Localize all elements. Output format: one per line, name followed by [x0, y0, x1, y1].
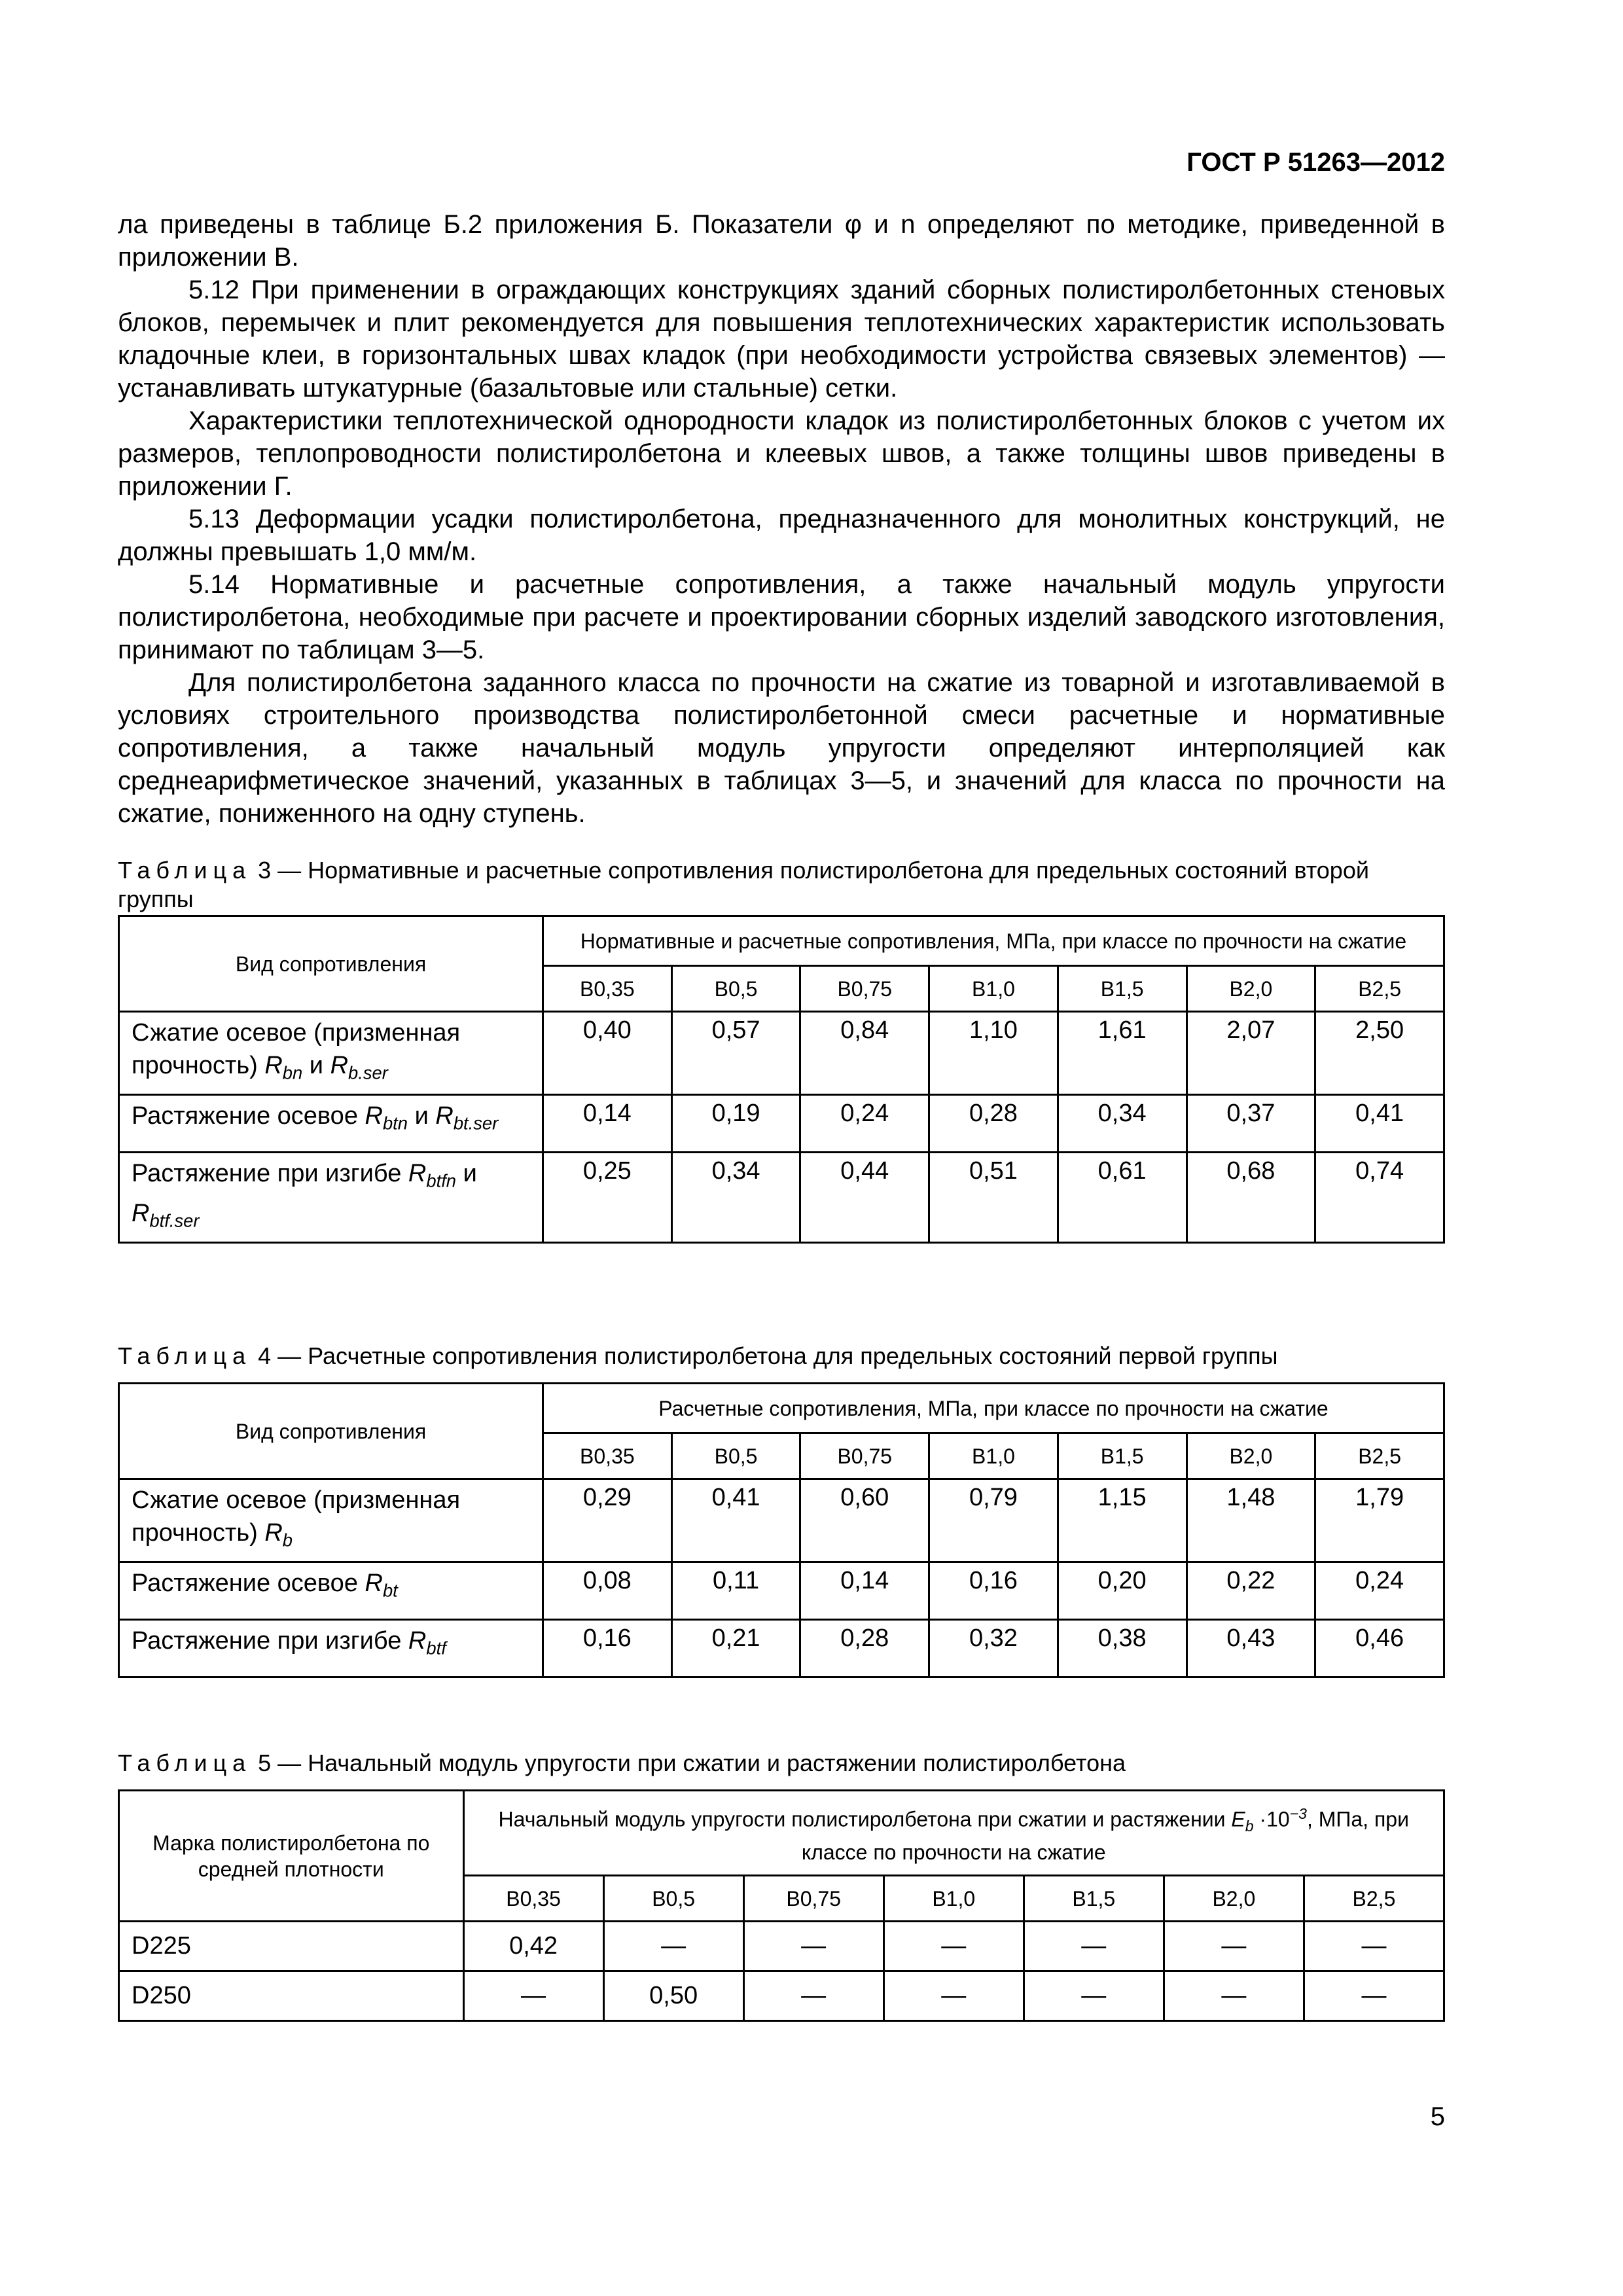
- table-5-caption: [118, 1749, 1445, 1778]
- table-row: [119, 1971, 1444, 2021]
- row-label: [119, 1619, 543, 1677]
- class-header: В0,35: [543, 966, 672, 1012]
- column-header-resistance-type: Вид сопротивления: [119, 1384, 543, 1479]
- table-cell: 0,61: [1058, 1152, 1186, 1242]
- table-cell: 0,20: [1058, 1562, 1186, 1619]
- table-cell: 0,43: [1186, 1619, 1315, 1677]
- body-text: [118, 208, 1445, 830]
- table-cell: 0,50: [603, 1971, 743, 2021]
- table-cell: 2,07: [1186, 1012, 1315, 1095]
- class-header: В0,75: [743, 1876, 883, 1922]
- label-symbol: R: [264, 1519, 283, 1547]
- table-cell: 0,68: [1186, 1152, 1315, 1242]
- table-3: [118, 915, 1445, 1244]
- class-header: В1,5: [1058, 1433, 1186, 1479]
- label-text: Сжатие осевое (призменная прочность): [132, 1019, 461, 1079]
- class-header: В0,35: [543, 1433, 672, 1479]
- label-text: , МПа, при классе по прочности на сжатие: [801, 1807, 1409, 1865]
- class-header: В2,5: [1315, 1433, 1444, 1479]
- table-cell: 0,22: [1186, 1562, 1315, 1619]
- body-paragraph: Характеристики теплотехнической однородности кладок из полистиролбетонных блоков с учетом их размеров, теплопроводности полистиролбетона и клеевых швов, а также толщины швов приведены в приложении Г.: [118, 406, 1445, 501]
- table-cell: 0,29: [543, 1479, 672, 1562]
- table-cell: —: [463, 1971, 603, 2021]
- label-symbol: bt: [382, 1580, 398, 1601]
- class-header: В0,5: [671, 1433, 800, 1479]
- table-cell: 0,28: [800, 1619, 929, 1677]
- table-cell: 0,32: [929, 1619, 1058, 1677]
- table-cell: 0,25: [543, 1152, 672, 1242]
- table-row: [119, 1012, 1444, 1095]
- table-cell: 0,41: [671, 1479, 800, 1562]
- label-symbol: btf.ser: [149, 1210, 200, 1231]
- table-cell: 1,10: [929, 1012, 1058, 1095]
- label-text: Растяжение при изгибе: [132, 1159, 408, 1187]
- table-cell: 0,24: [800, 1094, 929, 1152]
- label-symbol: bt.ser: [453, 1113, 499, 1134]
- body-paragraph: Для полистиролбетона заданного класса по прочности на сжатие из товарной и изготавливаемой в условиях строительного производства полистиролбетонной смеси расчетные и нормативные сопротивления, а также начальный модуль упругости определяют интерполяцией как среднеарифметическое значений, указанных в таблицах 3—5, и значений для класса по прочности на сжатие, пониженного на одну ступень.: [118, 668, 1445, 828]
- table-cell: 0,14: [543, 1094, 672, 1152]
- class-header: В2,0: [1164, 1876, 1304, 1922]
- label-text: ·10: [1253, 1807, 1290, 1831]
- table-3-caption-text: 3 — Нормативные и расчетные сопротивления полистиролбетона для предельных состояний второй группы: [118, 857, 1369, 912]
- class-header: В1,5: [1058, 966, 1186, 1012]
- class-header: В0,35: [463, 1876, 603, 1922]
- label-symbol: R: [365, 1569, 383, 1597]
- table-cell: —: [603, 1922, 743, 1971]
- table-5: [118, 1789, 1445, 2022]
- label-symbol: R: [264, 1052, 283, 1079]
- table-4-caption-text: 4 — Расчетные сопротивления полистиролбетона для предельных состояний первой группы: [251, 1342, 1278, 1369]
- table-row: [119, 1922, 1444, 1971]
- class-header: В0,5: [671, 966, 800, 1012]
- table-cell: —: [883, 1922, 1024, 1971]
- class-header: В0,75: [800, 1433, 929, 1479]
- table-cell: 1,48: [1186, 1479, 1315, 1562]
- class-header: В1,0: [883, 1876, 1024, 1922]
- row-label: [119, 1094, 543, 1152]
- table-row: [119, 1479, 1444, 1562]
- label-symbol: b: [282, 1530, 293, 1551]
- class-header: В1,0: [929, 966, 1058, 1012]
- table-cell: 0,16: [543, 1619, 672, 1677]
- table-cell: 0,14: [800, 1562, 929, 1619]
- table-cell: —: [883, 1971, 1024, 2021]
- column-group-header: [463, 1791, 1444, 1876]
- table-cell: 1,79: [1315, 1479, 1444, 1562]
- table-cell: 0,41: [1315, 1094, 1444, 1152]
- table-cell: 0,44: [800, 1152, 929, 1242]
- row-label: D250: [119, 1971, 464, 2021]
- label-symbol: R: [435, 1102, 454, 1130]
- table-row: [119, 1619, 1444, 1677]
- body-paragraph: 5.14 Нормативные и расчетные сопротивления, а также начальный модуль упругости полистиролбетона, необходимые при расчете и проектировании сборных изделий заводского изготовления, принимают по таблицам 3—5.: [118, 570, 1445, 664]
- table-4-caption: [118, 1342, 1445, 1371]
- label-text: Растяжение осевое: [132, 1102, 365, 1130]
- table-cell: 0,38: [1058, 1619, 1186, 1677]
- table-cell: 1,61: [1058, 1012, 1186, 1095]
- table-cell: 0,28: [929, 1094, 1058, 1152]
- table-cell: 0,16: [929, 1562, 1058, 1619]
- table-cell: 0,60: [800, 1479, 929, 1562]
- class-header: В0,75: [800, 966, 929, 1012]
- table-cell: —: [1164, 1922, 1304, 1971]
- table-row: [119, 1562, 1444, 1619]
- table-header-row: [119, 1384, 1444, 1433]
- row-label: [119, 1562, 543, 1619]
- table-cell: 0,74: [1315, 1152, 1444, 1242]
- table-cell: 0,19: [671, 1094, 800, 1152]
- label-text: Сжатие осевое (призменная прочность): [132, 1486, 461, 1547]
- table-cell: 0,42: [463, 1922, 603, 1971]
- row-label: [119, 1479, 543, 1562]
- table-cell: —: [1164, 1971, 1304, 2021]
- table-5-caption-word: Таблица: [118, 1749, 252, 1776]
- column-group-header: Расчетные сопротивления, МПа, при классе по прочности на сжатие: [543, 1384, 1444, 1433]
- class-header: В1,5: [1024, 1876, 1164, 1922]
- table-3-caption-word: Таблица: [118, 857, 252, 884]
- class-header: В2,5: [1315, 966, 1444, 1012]
- table-3-caption: [118, 856, 1445, 914]
- table-cell: 0,40: [543, 1012, 672, 1095]
- class-header: В2,0: [1186, 1433, 1315, 1479]
- table-cell: 0,57: [671, 1012, 800, 1095]
- table-cell: 0,34: [1058, 1094, 1186, 1152]
- label-symbol: R: [408, 1626, 427, 1655]
- table-cell: 0,79: [929, 1479, 1058, 1562]
- row-label: [119, 1012, 543, 1095]
- label-text: Растяжение осевое: [132, 1569, 365, 1597]
- column-group-header: Нормативные и расчетные сопротивления, МПа, при классе по прочности на сжатие: [543, 916, 1444, 966]
- class-header: В1,0: [929, 1433, 1058, 1479]
- column-header-resistance-type: Вид сопротивления: [119, 916, 543, 1012]
- table-cell: 2,50: [1315, 1012, 1444, 1095]
- document-id: ГОСТ Р 51263—2012: [1186, 148, 1445, 177]
- row-label: D225: [119, 1922, 464, 1971]
- label-symbol: E: [1231, 1807, 1245, 1831]
- label-symbol: b: [1245, 1818, 1254, 1835]
- label-symbol: R: [365, 1102, 383, 1130]
- page-number: 5: [1430, 2102, 1445, 2131]
- table-header-row: [119, 1791, 1444, 1876]
- table-cell: 0,37: [1186, 1094, 1315, 1152]
- label-text: и: [302, 1052, 330, 1079]
- label-symbol: btn: [382, 1113, 408, 1134]
- label-symbol: −3: [1289, 1804, 1307, 1822]
- table-4: [118, 1382, 1445, 1678]
- class-header: В0,5: [603, 1876, 743, 1922]
- table-cell: —: [743, 1922, 883, 1971]
- body-paragraph: 5.12 При применении в ограждающих конструкциях зданий сборных полистиролбетонных стеновых блоков, перемычек и плит рекомендуется для повышения теплотехнических характеристик использовать кладочные клеи, в горизонтальных швах кладок (при необходимости устройства связевых элементов) — устанавливать штукатурные (базальтовые или стальные) сетки.: [118, 276, 1445, 403]
- table-5-caption-text: 5 — Начальный модуль упругости при сжатии и растяжении полистиролбетона: [251, 1749, 1126, 1776]
- table-cell: 0,11: [671, 1562, 800, 1619]
- class-header: В2,0: [1186, 966, 1315, 1012]
- table-header-row: [119, 916, 1444, 966]
- table-cell: 0,84: [800, 1012, 929, 1095]
- table-cell: —: [1304, 1922, 1444, 1971]
- table-cell: —: [1024, 1922, 1164, 1971]
- body-paragraph: 5.13 Деформации усадки полистиролбетона, предназначенного для монолитных конструкций, не должны превышать 1,0 мм/м.: [118, 505, 1445, 566]
- label-text: и: [408, 1102, 436, 1130]
- table-cell: 0,51: [929, 1152, 1058, 1242]
- label-symbol: btf: [426, 1638, 446, 1659]
- row-label: [119, 1152, 543, 1242]
- label-symbol: btfn: [426, 1170, 457, 1191]
- label-symbol: b.ser: [348, 1062, 388, 1083]
- body-paragraph: ла приведены в таблице Б.2 приложения Б. Показатели φ и n определяют по методике, приведенной в приложении В.: [118, 210, 1445, 272]
- table-cell: 0,21: [671, 1619, 800, 1677]
- label-symbol: R: [408, 1159, 427, 1187]
- label-text: и: [456, 1159, 477, 1187]
- table-cell: —: [1304, 1971, 1444, 2021]
- table-row: [119, 1152, 1444, 1242]
- table-4-caption-word: Таблица: [118, 1342, 252, 1369]
- column-header-resistance-type: Марка полистиролбетона по средней плотности: [119, 1791, 464, 1922]
- table-row: [119, 1094, 1444, 1152]
- label-text: Начальный модуль упругости полистиролбетона при сжатии и растяжении: [498, 1807, 1232, 1831]
- table-cell: 1,15: [1058, 1479, 1186, 1562]
- table-cell: 0,24: [1315, 1562, 1444, 1619]
- class-header: В2,5: [1304, 1876, 1444, 1922]
- label-symbol: bn: [282, 1062, 303, 1083]
- label-text: Растяжение при изгибе: [132, 1626, 408, 1655]
- label-symbol: R: [330, 1052, 349, 1079]
- table-cell: 0,34: [671, 1152, 800, 1242]
- table-cell: 0,08: [543, 1562, 672, 1619]
- table-cell: —: [743, 1971, 883, 2021]
- table-cell: 0,46: [1315, 1619, 1444, 1677]
- table-cell: —: [1024, 1971, 1164, 2021]
- label-symbol: R: [132, 1200, 150, 1228]
